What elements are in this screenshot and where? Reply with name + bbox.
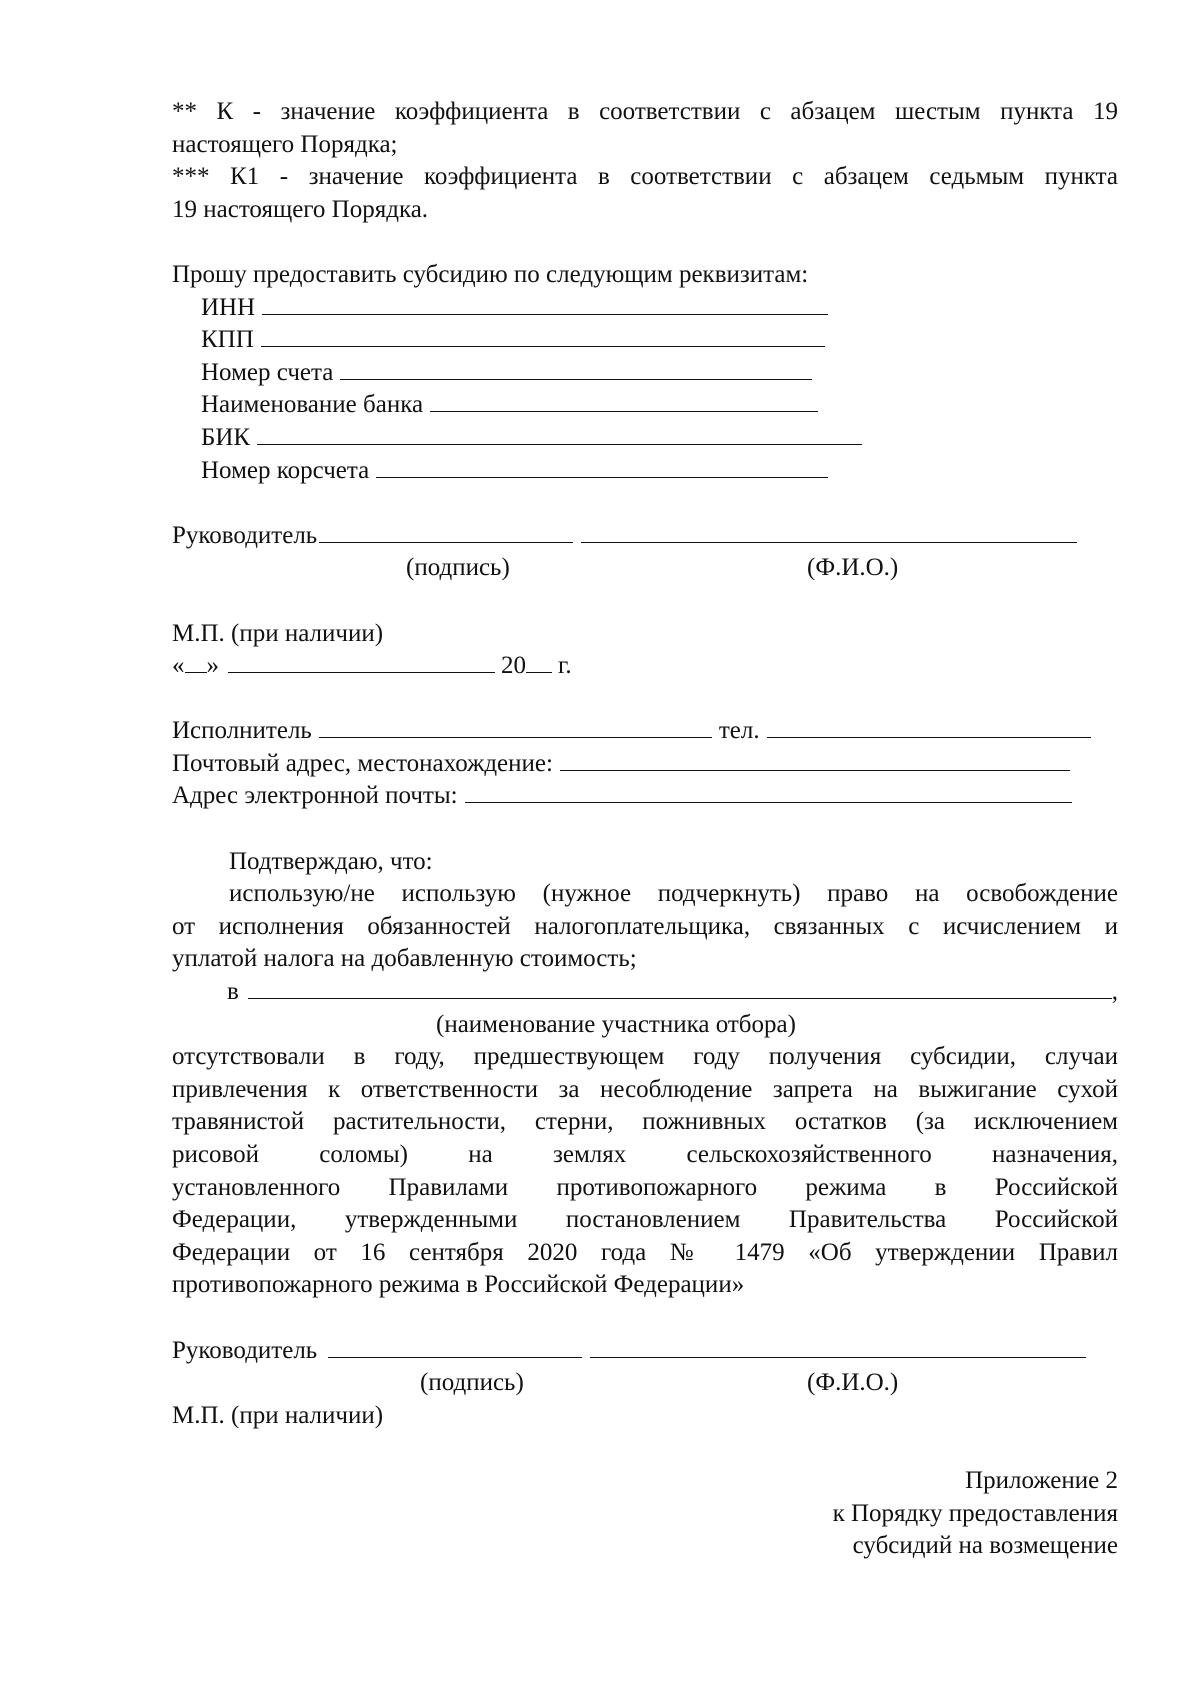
sign-caption: (подпись) (406, 554, 510, 582)
postal-label: Почтовый адрес, местонахождение: (172, 749, 553, 777)
date-close-quote: » (206, 652, 219, 680)
vat-line-3: уплатой налога на добавленную стоимость; (172, 945, 637, 973)
vat-line-1: использую/не использую (нужное подчеркнуть) право на освобождение (229, 880, 1118, 908)
inn-field (172, 292, 1118, 325)
head-signature-line[interactable] (319, 520, 573, 543)
fire-line-8: противопожарного режима в Российской Федерации» (172, 1271, 745, 1299)
note-k-line2: настоящего Порядка; (172, 130, 398, 158)
year-suffix: г. (558, 652, 572, 680)
note-k-line1: ** К - значение коэффициента в соответствии с абзацем шестым пункта 19 (172, 98, 1118, 125)
fire-line-4: рисовой соломы) на землях сельскохозяйственного назначения, (172, 1141, 1118, 1168)
corr-account-label: Номер корсчета (201, 456, 370, 484)
phone-input-line[interactable] (767, 715, 1091, 738)
participant-suffix: , (1111, 978, 1118, 1006)
appendix-line-3: субсидий на возмещение (852, 1532, 1118, 1560)
head-name-line-2[interactable] (590, 1335, 1086, 1358)
corr-account-input-line[interactable] (376, 455, 828, 478)
head-name-line[interactable] (581, 520, 1077, 543)
postal-row (172, 748, 1118, 781)
date-open-quote: « (172, 652, 185, 680)
account-label: Номер счета (201, 358, 334, 386)
head-label-2: Руководитель (172, 1336, 318, 1364)
vat-line-2: от исполнения обязанностей налогоплательщика, связанных с исчислением и (172, 912, 1118, 940)
bank-field (172, 389, 1118, 422)
note-k1-line1: *** К1 - значение коэффициента в соответствии с абзацем седьмым пункта (172, 163, 1118, 191)
fire-line-1: отсутствовали в году, предшествующем году получения субсидии, случаи (172, 1043, 1118, 1071)
signature-captions-2 (172, 1367, 1118, 1400)
name-caption: (Ф.И.О.) (807, 554, 899, 582)
name-caption-2: (Ф.И.О.) (807, 1369, 899, 1397)
document-page (172, 96, 1118, 1563)
participant-input-line[interactable] (248, 976, 1112, 999)
stamp-label: М.П. (при наличии) (172, 619, 384, 647)
stamp-label-2: М.П. (при наличии) (172, 1401, 384, 1429)
head-label: Руководитель (172, 521, 318, 549)
appendix-line-2: к Порядку предоставления (832, 1499, 1118, 1527)
year-prefix: 20 (501, 652, 526, 680)
month-input-line[interactable] (228, 650, 495, 673)
bank-label: Наименование банка (201, 391, 424, 419)
bik-field (172, 422, 1118, 455)
fire-line-3: травянистой растительности, стерни, пожнивных остатков (за исключением (172, 1108, 1118, 1136)
executor-row (172, 715, 1118, 748)
requisites-intro: Прошу предоставить субсидию по следующим реквизитам: (172, 260, 809, 288)
inn-input-line[interactable] (262, 292, 828, 315)
head-signature-line-2[interactable] (328, 1335, 582, 1358)
fire-line-2: привлечения к ответственности за несоблюдение запрета на выжигание сухой (172, 1075, 1118, 1103)
bik-input-line[interactable] (257, 422, 862, 445)
participant-caption-row (172, 1009, 1118, 1042)
fire-line-6: Федерации, утвержденными постановлением Правительства Российской (172, 1206, 1118, 1234)
fire-line-5: установленного Правилами противопожарного режима в Российской (172, 1173, 1118, 1201)
year-input-line[interactable] (526, 650, 552, 673)
phone-label: тел. (718, 717, 760, 745)
date-row (172, 650, 1118, 683)
day-input-line[interactable] (185, 650, 207, 673)
kpp-input-line[interactable] (261, 324, 825, 347)
inn-label: ИНН (201, 293, 256, 321)
signature-captions (172, 552, 1118, 585)
confirmation-heading: Подтверждаю, что: (229, 847, 433, 875)
participant-caption: (наименование участника отбора) (436, 1010, 796, 1038)
fire-line-7: Федерации от 16 сентября 2020 года № 1479 «Об утверждении Правил (172, 1238, 1118, 1266)
email-label: Адрес электронной почты: (172, 782, 458, 810)
kpp-field (172, 324, 1118, 357)
sign-caption-2: (подпись) (420, 1369, 524, 1397)
kpp-label: КПП (201, 326, 254, 354)
email-input-line[interactable] (465, 780, 1072, 803)
executor-input-line[interactable] (319, 715, 712, 738)
executor-label: Исполнитель (172, 717, 312, 745)
head-signature-row (172, 520, 1118, 553)
participant-row (172, 976, 1118, 1009)
note-k1-line2: 19 настоящего Порядка. (172, 195, 429, 223)
corr-account-field (172, 455, 1118, 488)
bank-input-line[interactable] (430, 389, 818, 412)
account-input-line[interactable] (340, 357, 812, 380)
account-field (172, 357, 1118, 390)
participant-prefix: в (227, 978, 239, 1006)
bik-label: БИК (201, 423, 251, 451)
postal-input-line[interactable] (560, 748, 1070, 771)
appendix-title: Приложение 2 (965, 1466, 1118, 1494)
email-row (172, 780, 1118, 813)
head-signature-row-2 (172, 1335, 1118, 1368)
